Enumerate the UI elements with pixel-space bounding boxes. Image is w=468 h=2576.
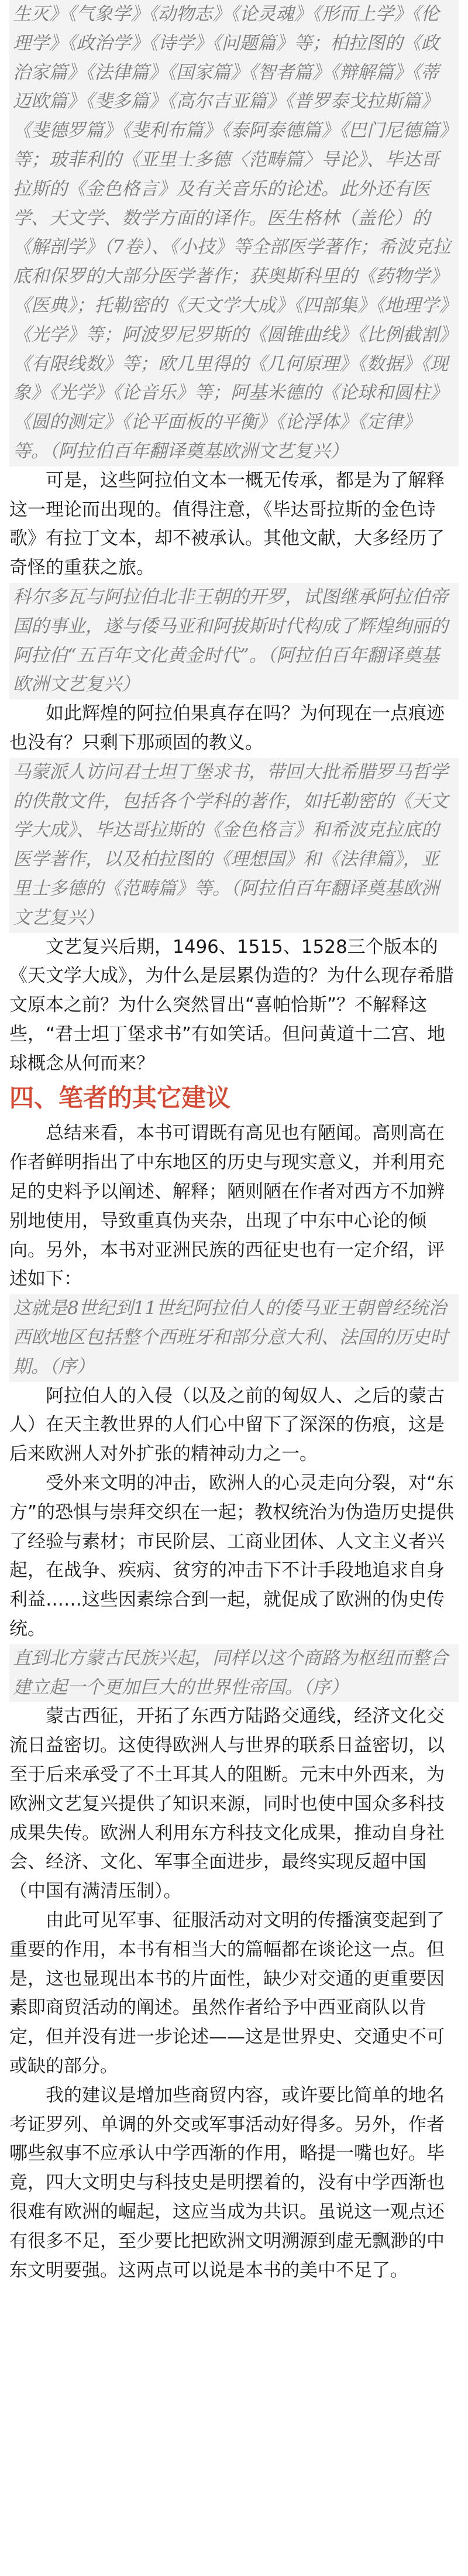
body-paragraph: 如此辉煌的阿拉伯果真存在吗？为何现在一点痕迹也没有？只剩下那顽固的教义。: [9, 703, 445, 753]
quote-block: 科尔多瓦与阿拉伯北非王朝的开罗，试图继承阿拉伯帝国的事业，遂与倭马亚和阿拔斯时代构成了辉煌绚丽的阿拉伯“五百年文化黄金时代”。（阿拉伯百年翻译奠基欧洲文艺复兴）: [9, 583, 459, 699]
quote-block: 这就是8世纪到11世纪阿拉伯人的倭马亚王朝曾经统治西欧地区包括整个西班牙和部分意大利、法国的历史时期。（序）: [9, 1294, 459, 1381]
quote-block: 直到北方蒙古民族兴起，同样以这个商路为枢纽而整合建立起一个更加巨大的世界性帝国。（序）: [9, 1644, 459, 1703]
body-paragraph: 由此可见军事、征服活动对文明的传播演变起到了重要的作用，本书有相当大的篇幅都在谈论这一点。但是，这也显现出本书的片面性，缺少对交通的更重要因素即商贸活动的阐述。虽然作者给予中西亚商队以肯定，但并没有进一步论述——这是世界史、交通史不可或缺的部分。: [9, 1910, 445, 2077]
quote-block: 生灭》《气象学》《动物志》《论灵魂》《形而上学》《伦理学》《政治学》《诗学》《问题篇》等；柏拉图的《政治家篇》《法律篇》《国家篇》《智者篇》《辩解篇》《蒂迈欧篇》《斐多篇》《高尔吉亚篇》《普罗泰戈拉斯篇》《斐德罗篇》《斐利布篇》《泰阿泰德篇》《巴门尼德篇》等；玻菲利的《亚里士多德〈范畴篇〉导论》、毕达哥拉斯的《金色格言》及有关音乐的论述。此外还有医学、天文学、数学方面的译作。医生格林（盖伦）的《解剖学》（7卷）、《小技》等全部医学著作；希波克拉底和保罗的大部分医学著作；获奥斯科里的《药物学》《医典》；托勒密的《天文学大成》《四部集》《地理学》《光学》等；阿波罗尼罗斯的《圆锥曲线》《比例截割》《有限线数》等；欧几里得的《几何原理》《数据》《现象》《光学》《论音乐》等；阿基米德的《论球和圆柱》《圆的测定》《论平面板的平衡》《论浮体》《定律》等。（阿拉伯百年翻译奠基欧洲文艺复兴）: [9, 0, 459, 467]
body-paragraph: 受外来文明的冲击，欧洲人的心灵走向分裂，对“东方”的恐惧与崇拜交织在一起；教权统治为伪造历史提供了经验与素材；市民阶层、工商业团体、人文主义者兴起，在战争、疾病、贫穷的冲击下不计手段地追求自身利益……这些因素综合到一起，就促成了欧洲的伪史传统。: [9, 1473, 455, 1640]
body-paragraph: 蒙古西征，开拓了东西方陆路交通线，经济文化交流日益密切。这使得欧洲人与世界的联系日益密切，以至于后来承受了不土耳其人的阻断。元末中外西来，为欧洲文艺复兴提供了知识来源，同时也使中国众多科技成果失传。欧洲人利用东方科技文化成果，推动自身社会、经济、文化、军事全面进步，最终实现反超中国（中国有满清压制）。: [9, 1706, 445, 1902]
body-paragraph: 可是，这些阿拉伯文本一概无传承，都是为了解释这一理论而出现的。值得注意，《毕达哥拉斯的金色诗歌》有拉丁文本，却不被承认。其他文献，大多经历了奇怪的重获之旅。: [9, 469, 445, 579]
body-paragraph: 我的建议是增加些商贸内容，或许要比简单的地名考证罗列、单调的外交或军事活动好得多。另外，作者哪些叙事不应承认中学西渐的作用，略提一嘴也好。毕竟，四大文明史与科技史是明摆着的，没有中学西渐也很难有欧洲的崛起，这应当成为共识。虽说这一观点还有很多不足，至少要比把欧洲文明溯源到虚无飘渺的中东文明要强。这两点可以说是本书的美中不足了。: [9, 2084, 445, 2281]
quote-block: 马蒙派人访问君士坦丁堡求书，带回大批希腊罗马哲学的佚散文件，包括各个学科的著作，如托勒密的《天文学大成》、毕达哥拉斯的《金色格言》和希波克拉底的医学著作，以及柏拉图的《理想国》和《法律篇》，亚里士多德的《范畴篇》等。（阿拉伯百年翻译奠基欧洲文艺复兴）: [9, 758, 459, 933]
body-paragraph: 阿拉伯人的入侵（以及之前的匈奴人、之后的蒙古人）在天主教世界的人们心中留下了深深的伤痕，这是后来欧洲人对外扩张的精神动力之一。: [9, 1385, 445, 1465]
body-paragraph: 总结来看，本书可谓既有高见也有陋闻。高则高在作者鲜明指出了中东地区的历史与现实意义，并利用充足的史料予以阐述、解释；陋则陋在作者对西方不加辨别地使用，导致重真伪夹杂，出现了中东中心论的倾向。另外，本书对亚洲民族的西征史也有一定介绍，评述如下：: [9, 1123, 445, 1290]
section-heading: 四、笔者的其它建议: [9, 1083, 231, 1113]
body-paragraph: 文艺复兴后期，1496、1515、1528三个版本的《天文学大成》，为什么是层累伪造的？为什么现存希腊文原本之前？为什么突然冒出“喜帕恰斯”？不解释这些，“君士坦丁堡求书”有如笑话。但问黄道十二宫、地球概念从何而来？: [9, 936, 454, 1074]
